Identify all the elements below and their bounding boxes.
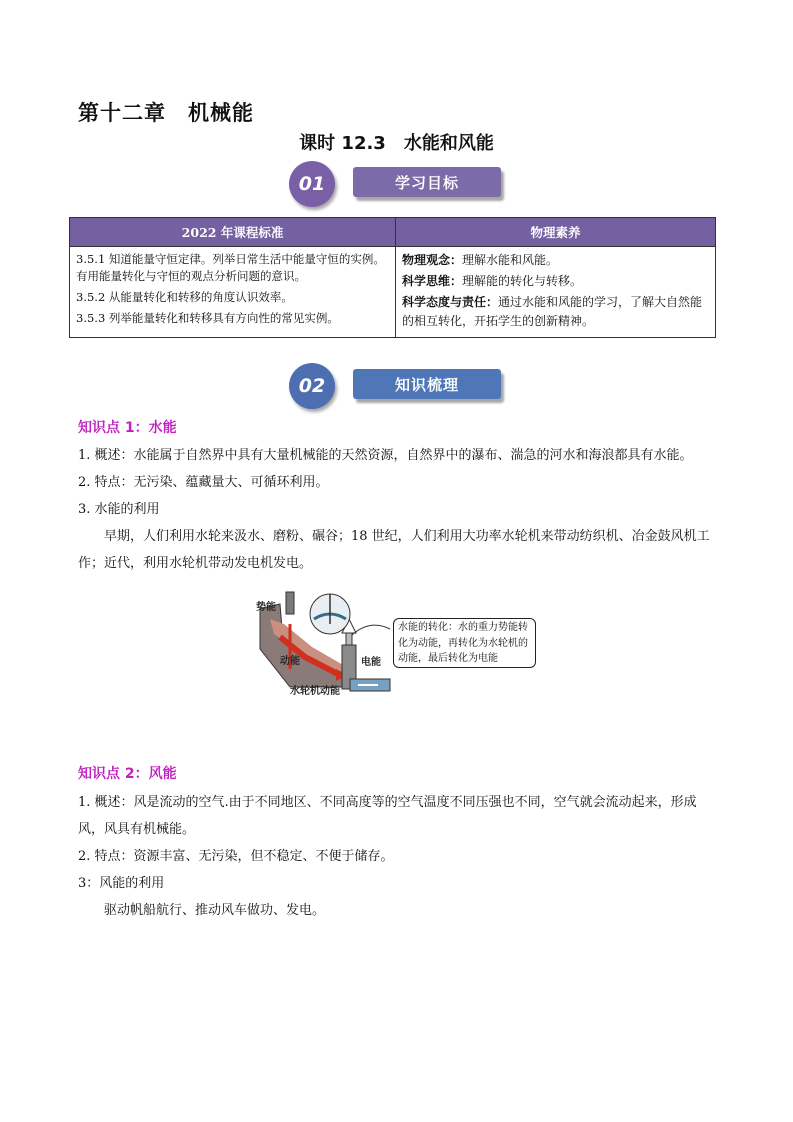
list-item: 1. 概述：水能属于自然界中具有大量机械能的天然资源，自然界中的瀑布、湍急的河水和海浪都具有水能。 [78,448,693,463]
table-header-standards: 2022 年课程标准 [70,218,396,247]
chapter-title: 第十二章 机械能 [78,101,254,125]
section-number-badge: 01 [289,161,335,207]
list-item: 2. 特点：资源丰富、无污染，但不稳定、不便于储存。 [78,849,394,864]
usage-paragraph: 驱动帆船航行、推动风车做功、发电。 [104,903,326,918]
standards-table [69,217,716,338]
knowledge-point-body [78,789,718,924]
label-electric-energy: 电能 [361,657,381,668]
section-label: 学习目标 [353,167,501,197]
list-item: 2. 特点：无污染、蕴藏量大、可循环利用。 [78,475,329,490]
lesson-title: 课时 12.3 水能和风能 [299,133,494,154]
knowledge-point-body [78,442,718,577]
table-header-literacy: 物理素养 [396,218,716,247]
literacy-item: 科学态度与责任：通过水能和风能的学习，了解大自然能的相互转化，开拓学生的创新精神。 [402,295,703,328]
literacy-item: 物理观念：理解水能和风能。 [402,253,559,267]
list-item: 3. 水能的利用 [78,502,160,517]
label-kinetic-energy: 动能 [280,656,300,667]
section-number-badge: 02 [289,363,335,409]
knowledge-point-title: 知识点 1：水能 [78,420,177,436]
list-item: 3：风能的利用 [78,876,165,891]
list-item: 1. 概述：风是流动的空气.由于不同地区、不同高度等的空气温度不同压强也不同，空气就会流动起来，形成风，风具有机械能。 [78,795,697,837]
section-banner-objectives [289,161,509,211]
section-banner-knowledge [289,363,509,413]
section-label: 知识梳理 [353,369,501,399]
standards-cell [70,247,396,338]
energy-conversion-callout: 水能的转化：水的重力势能转化为动能，再转化为水轮机的动能，最后转化为电能 [393,618,536,668]
knowledge-point-title: 知识点 2：风能 [78,766,177,782]
label-potential-energy: 势能 [256,602,276,613]
standard-item: 3.5.2 从能量转化和转移的角度认识效率。 [76,290,293,304]
literacy-cell [396,247,716,338]
literacy-item: 科学思维：理解能的转化与转移。 [402,274,583,288]
label-turbine-energy: 水轮机动能 [290,686,340,697]
standard-item: 3.5.1 知道能量守恒定律。列举日常生活中能量守恒的实例。有用能量转化与守恒的观点分析问题的意识。 [76,252,385,283]
standard-item: 3.5.3 列举能量转化和转移具有方向性的常见实例。 [76,311,339,325]
usage-paragraph: 早期，人们利用水轮来汲水、磨粉、碾谷；18 世纪，人们利用大功率水轮机来带动纺织机、冶金鼓风机工作；近代，利用水轮机带动发电机发电。 [78,529,710,571]
